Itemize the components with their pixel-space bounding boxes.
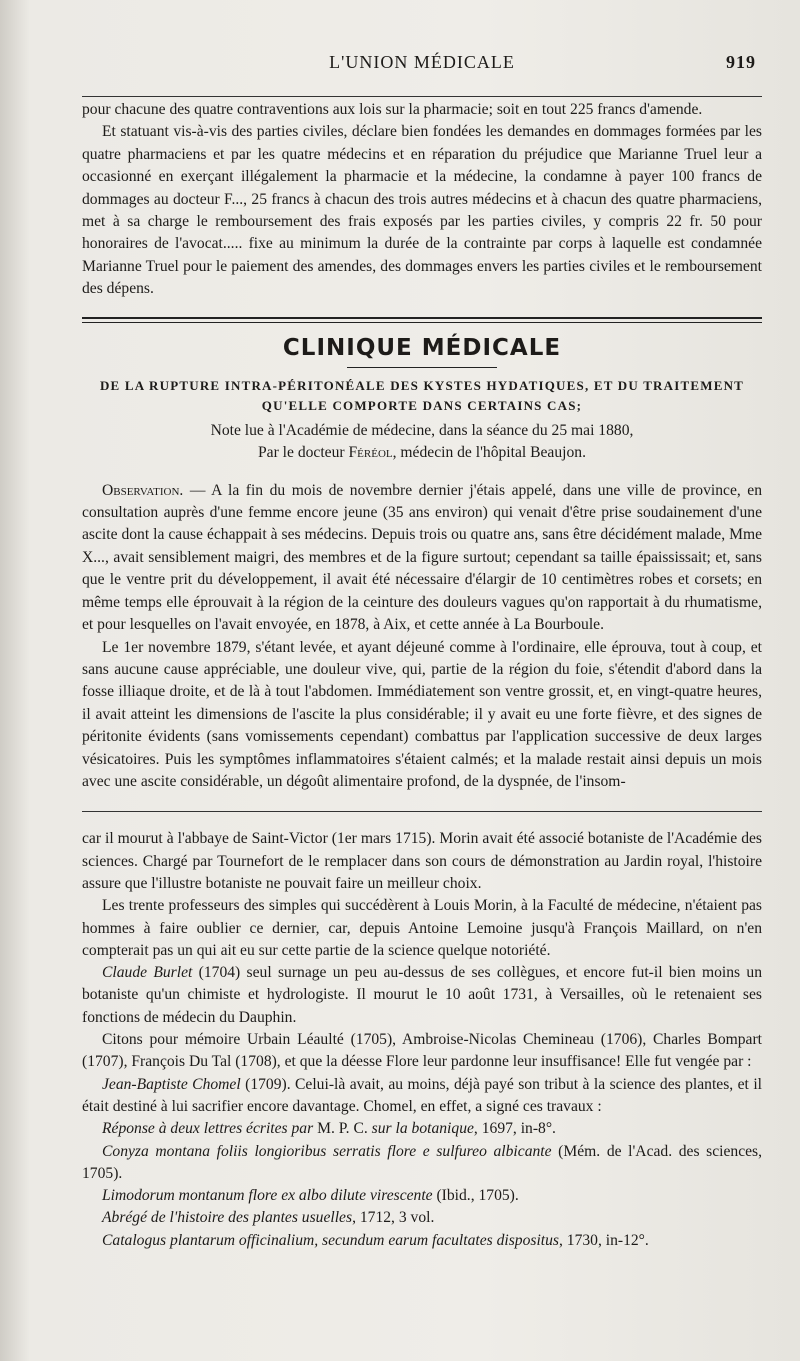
paragraph: Les trente professeurs des simples qui succédèrent à Louis Morin, à la Faculté de médecine, n'étaient pas hommes à faire oublier ce dernier, car, depuis Antoine Lemoine jusqu'à François Maillard, on n'en compterait pas un qui ait eu sur cette partie de la science quelque notoriété. (82, 897, 762, 959)
author-prefix: Par le docteur (258, 443, 349, 461)
running-header (82, 52, 762, 96)
section-divider (82, 317, 762, 323)
ref-title-cont: sur la botanique (367, 1120, 474, 1138)
ref-title: Catalogus plantarum officinalium, secundum earum facultates dispositus (102, 1231, 559, 1249)
paragraph (82, 480, 762, 637)
ref-details: , 1730, in-12°. (558, 1231, 649, 1249)
journal-title: L'UNION MÉDICALE (329, 52, 515, 72)
person-name: Jean-Baptiste Chomel (102, 1075, 241, 1093)
paragraph: car il mourut à l'abbaye de Saint-Victor (1er mars 1715). Morin avait été associé botaniste de l'Académie des sciences. Chargé par Tournefort de le remplacer dans son cours de démonstration au Jardin royal, l'histoire assure que l'illustre botaniste ne pouvait faire un meilleur choix. (82, 830, 762, 892)
article-title-line: DE LA RUPTURE INTRA-PÉRITONÉALE DES KYSTES HYDATIQUES, ET DU TRAITEMENT (99, 377, 745, 393)
ref-details: , 1712, 3 vol. (352, 1209, 435, 1227)
paragraph: Citons pour mémoire Urbain Léaulté (1705), Ambroise-Nicolas Chemineau (1706), Charles Bompart (1707), François Du Tal (1708), et que la déesse Flore leur pardonne leur insuffisance! Elle fut vengée par : (82, 1031, 762, 1071)
observation-label: Observation. (102, 481, 184, 499)
paragraph: Et statuant vis-à-vis des parties civiles, déclare bien fondées les demandes en dommages formées par les quatre pharmaciens et par les quatre médecins et en réparation du préjudice que Marianne Truel leur a occasionné en exerçant illégalement la pharmacie et la médecine, la condamne à payer 100 francs de dommages au docteur F..., 25 francs à chacun des trois autres médecins et à chacun des quatre pharmaciens, met à sa charge le remboursement des frais exposés par les parties civiles, y compris 22 fr. 50 pour honoraires de l'avocat..... fixe au minimum la durée de la contrainte par corps à laquelle est condamnée Marianne Truel pour le paiement des amendes, des dommages envers les parties civiles et le remboursement des dépens. (82, 123, 762, 298)
page-content (82, 0, 762, 1252)
judgment-text (82, 99, 762, 301)
reference-item (82, 1141, 762, 1186)
ref-title: Réponse à deux lettres écrites par (102, 1120, 318, 1138)
ref-details: (Mém. de l'Acad. des sciences, 1705). (82, 1142, 763, 1182)
article-title-line: QU'ELLE COMPORTE DANS CERTAINS CAS; (261, 397, 583, 413)
paragraph-text: (1704) seul surnage un peu au-dessus de ses collègues, et encore fut-il bien moins un botaniste qu'un chimiste et hydrologiste. Il mourut le 10 août 1731, à Versailles, où le retenaient ses fonctions de médecin du Dauphin. (82, 964, 763, 1026)
ref-title: Limodorum montanum flore ex albo dilute virescente (102, 1187, 433, 1205)
ref-author: M. P. C. (317, 1120, 368, 1138)
author-name: Féréol (348, 443, 393, 461)
reference-item (82, 1185, 762, 1207)
title-underline (347, 367, 497, 368)
paragraph (82, 1074, 762, 1119)
page-number: 919 (726, 52, 756, 72)
person-name: Claude Burlet (102, 964, 193, 982)
feuilleton-divider (82, 811, 762, 812)
note-line: Note lue à l'Académie de médecine, dans la séance du 25 mai 1880, (210, 421, 634, 439)
section-title: CLINIQUE MÉDICALE (282, 334, 562, 361)
ref-title: Conyza montana foliis longioribus serratis flore e sulfureo albicante (102, 1142, 552, 1160)
paragraph (82, 962, 762, 1029)
ref-details: (Ibid., 1705). (432, 1187, 519, 1205)
reference-item (82, 1207, 762, 1229)
observation (82, 480, 762, 794)
author-suffix: , médecin de l'hôpital Beaujon. (392, 443, 586, 461)
article-title (82, 376, 762, 416)
feuilleton-text (82, 828, 762, 1252)
article-note (82, 420, 762, 464)
header-rule (82, 96, 762, 97)
paragraph-text: (1709). Celui-là avait, au moins, déjà payé son tribut à la science des plantes, et il était destiné à lui sacrifier encore davantage. Chomel, en effet, a signé ces travaux : (82, 1075, 762, 1115)
ref-title: Abrégé de l'histoire des plantes usuelles (102, 1209, 353, 1227)
paragraph: pour chacune des quatre contraventions aux lois sur la pharmacie; soit en tout 225 francs d'amende. (82, 101, 703, 118)
paragraph: Le 1er novembre 1879, s'étant levée, et ayant déjeuné comme à l'ordinaire, elle éprouva, tout à coup, et sans aucune cause appréciable, une douleur vive, qui, partie de la région du foie, s'étendit d'abord dans la fosse illiaque droite, et de là à tout l'abdomen. Immédiatement son ventre grossit, et, en vingt-quatre heures, il avait atteint les dimensions de l'ascite la plus considérable; il y avait eu une forte fièvre, et des signes de péritonite évidents (sans vomissements cependant) combattus par l'application successive de deux larges vésicatoires. Puis les symptômes inflammatoires s'étaient calmés; et la malade restait ainsi depuis un mois avec une ascite considérable, un dégoût alimentaire profond, de la dyspnée, de l'insom- (82, 638, 762, 790)
author-line (82, 442, 762, 464)
observation-text: — A la fin du mois de novembre dernier j'étais appelé, dans une ville de province, en consultation auprès d'une femme encore jeune (35 ans environ) qui venait d'être prise soudainement d'une ascite dont la cause échappait à ses médecins. Depuis trois ou quatre ans, sans être décidément malade, Mme X..., avait sensiblement maigri, des membres et de la figure surtout; cependant sa taille épaississait; et, sans que le ventre prit du développement, il avait été nécessaire d'élargir de 10 centimètres robes et corsets; en même temps elle éprouvait à la région de la ceinture des douleurs vagues qu'on rapportait à du rhumatisme, et pour lesquelles on l'avait envoyée, en 1878, à Aix, et cette année à La Bourboule. (82, 481, 762, 634)
ref-details: , 1697, in-8°. (473, 1120, 556, 1138)
reference-item (82, 1230, 762, 1252)
reference-item (82, 1118, 762, 1140)
